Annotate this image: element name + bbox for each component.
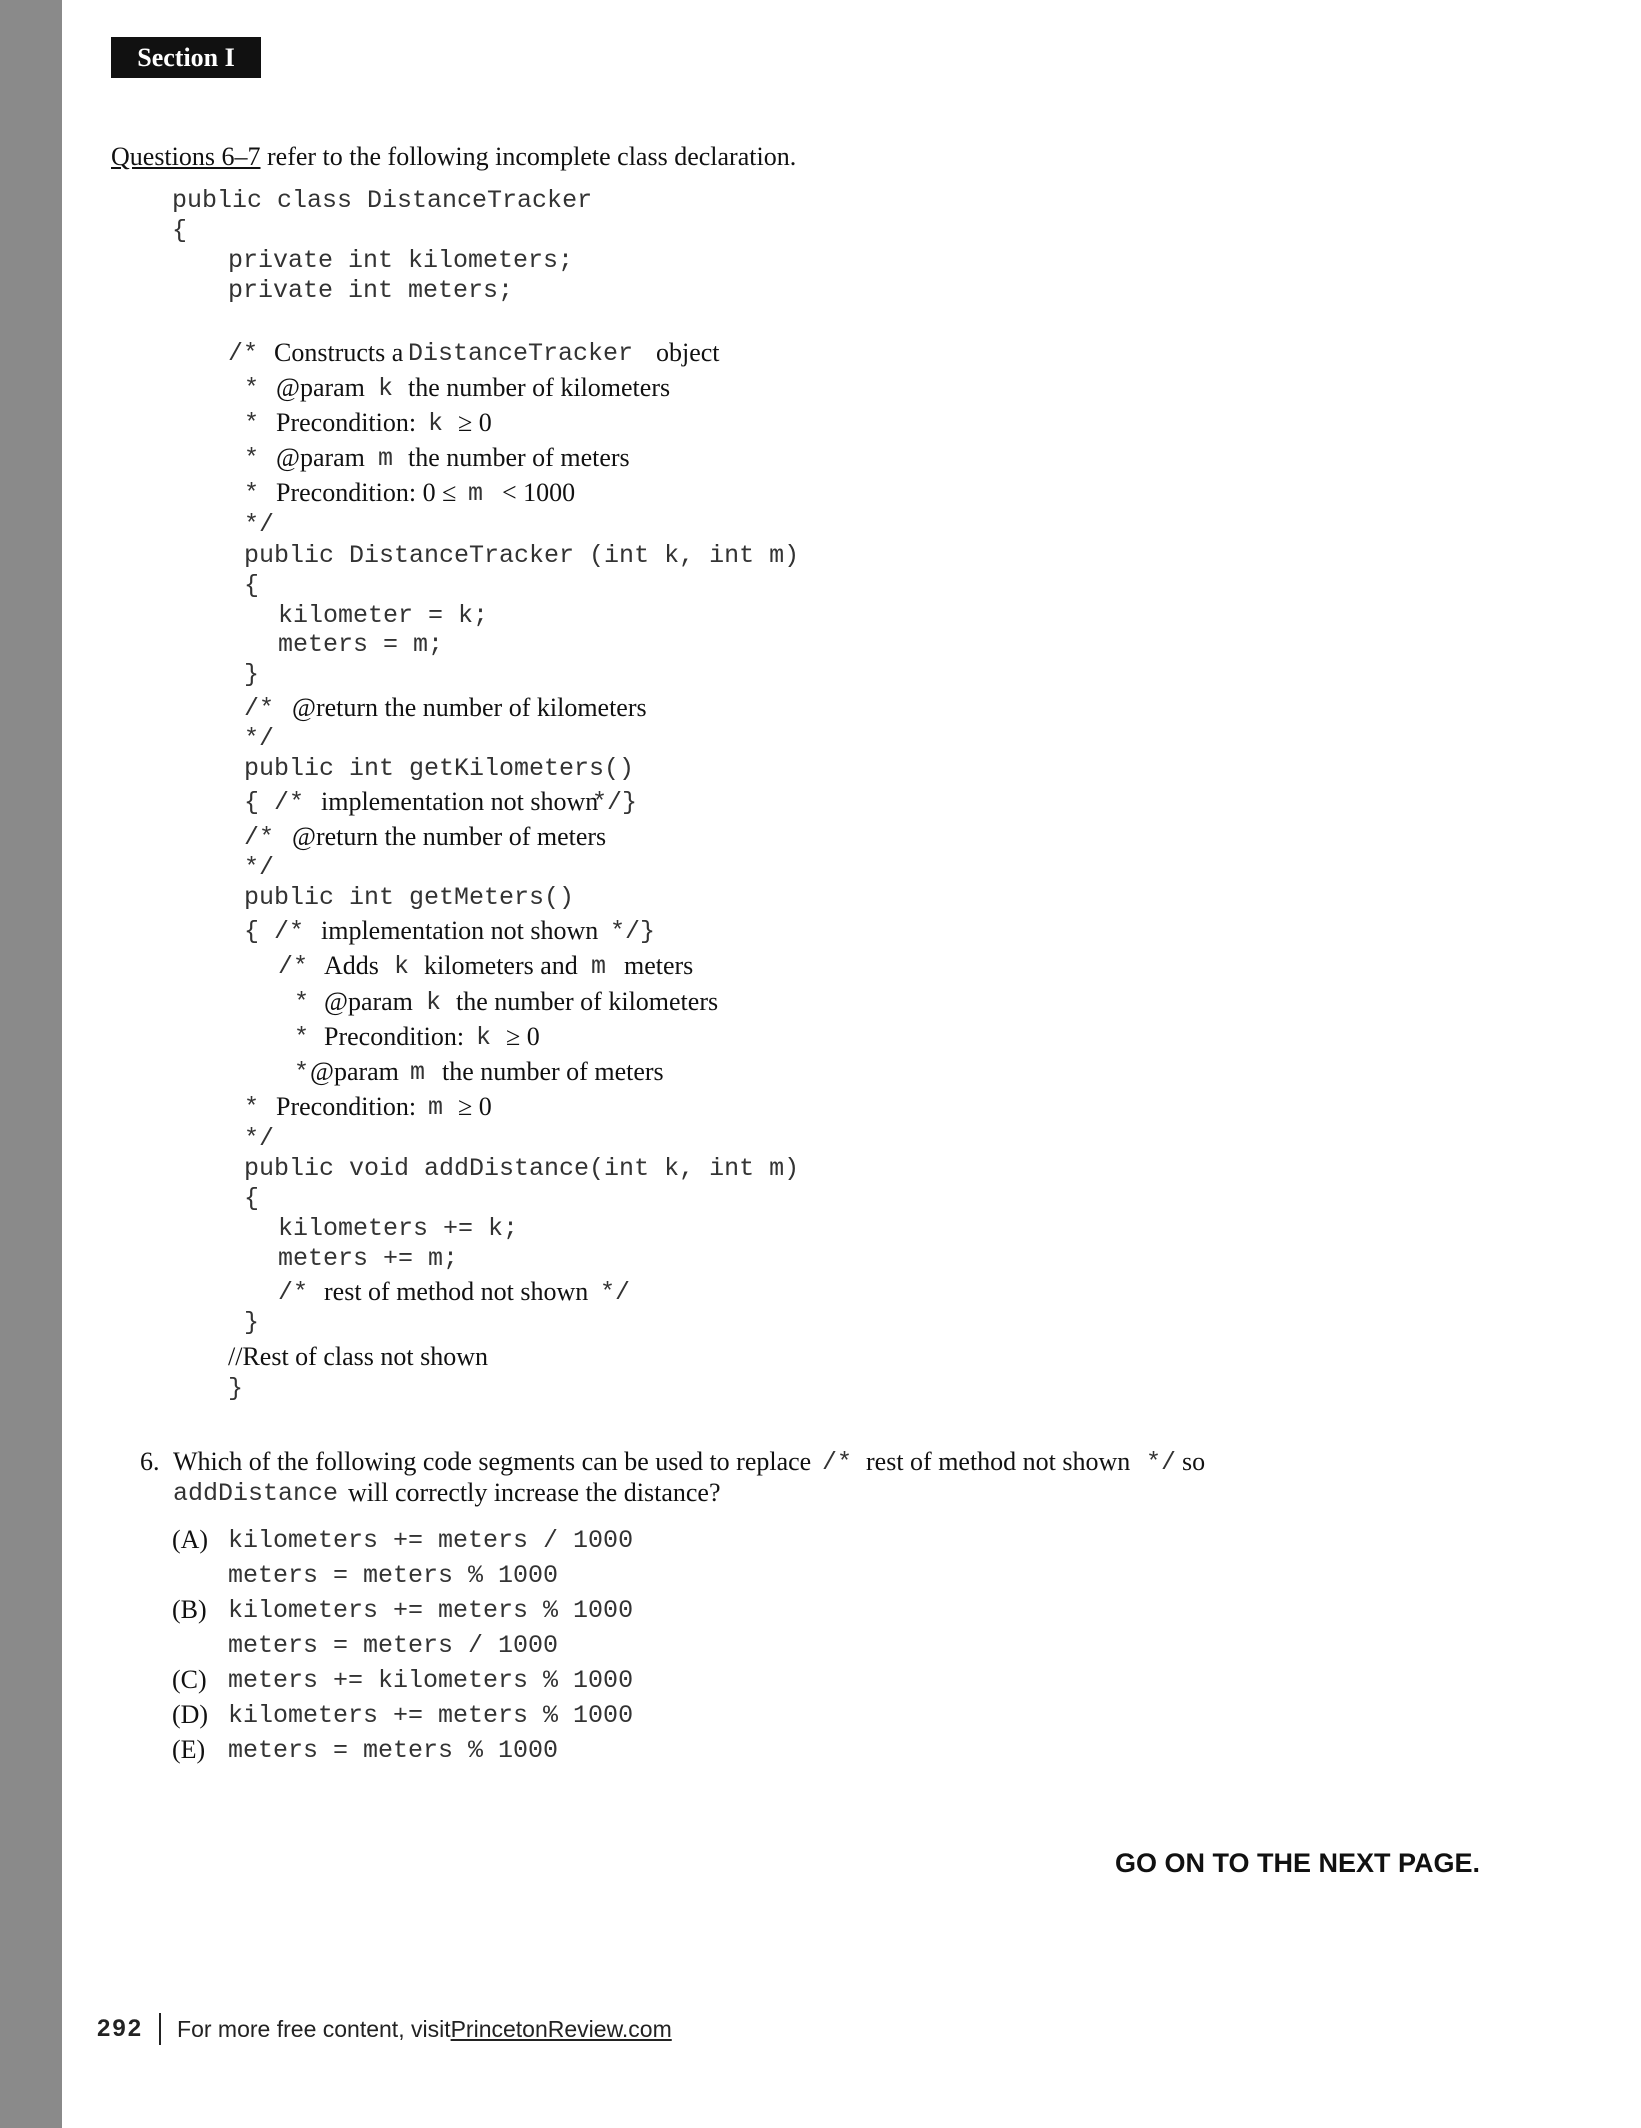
comment-code: DistanceTracker xyxy=(408,339,634,368)
comment-text: implementation not shown xyxy=(321,916,599,945)
comment-text: object xyxy=(656,338,720,367)
code-line: meters = m; xyxy=(278,630,444,659)
code-line: { xyxy=(244,571,260,600)
comment-mark: */ xyxy=(244,853,275,882)
option-code: meters = meters / 1000 xyxy=(228,1631,559,1660)
comment-mark: */ xyxy=(244,510,275,539)
comment-text: implementation not shown xyxy=(321,787,599,816)
comment-text: the number of meters xyxy=(442,1057,664,1086)
comment-text: ≥ 0 xyxy=(506,1022,540,1051)
code-line: meters += m; xyxy=(278,1244,459,1273)
footer-text: For more free content, visit xyxy=(177,2015,451,2042)
question-text: will correctly increase the distance? xyxy=(348,1478,721,1507)
comment-text: @return the number of kilometers xyxy=(292,693,647,722)
comment-code: k xyxy=(394,952,410,981)
code-line: public int getMeters() xyxy=(244,883,575,912)
comment-text: the number of meters xyxy=(408,443,630,472)
comment-text: Precondition: xyxy=(276,408,417,437)
comment-mark: * xyxy=(294,1023,310,1052)
option-label[interactable]: (C) xyxy=(172,1665,207,1694)
code-line: { xyxy=(172,216,188,245)
option-code: kilometers += meters % 1000 xyxy=(228,1596,634,1625)
option-label[interactable]: (A) xyxy=(172,1525,209,1554)
code-line: { xyxy=(244,1184,260,1213)
option-code: meters += kilometers % 1000 xyxy=(228,1666,634,1695)
code-line: } xyxy=(244,660,260,689)
intro-line xyxy=(111,144,796,170)
comment-text: @return the number of meters xyxy=(292,822,607,851)
code-line: } xyxy=(228,1374,244,1403)
option-label[interactable]: (B) xyxy=(172,1595,207,1624)
comment-code: m xyxy=(378,444,394,473)
comment-text: the number of kilometers xyxy=(408,373,671,402)
code-line: private int meters; xyxy=(228,276,514,305)
comment-mark: * xyxy=(244,1093,260,1122)
code-line: { /* xyxy=(244,788,305,817)
comment-text: @param xyxy=(276,443,365,472)
comment-text: < 1000 xyxy=(502,478,576,507)
comment-mark: * xyxy=(244,374,260,403)
comment-mark: */ xyxy=(244,724,275,753)
comment-mark: */ xyxy=(600,1278,631,1307)
code-line: public void addDistance(int k, int m) xyxy=(244,1154,800,1183)
questions-link[interactable]: Questions 6–7 xyxy=(111,142,261,171)
option-code: meters = meters % 1000 xyxy=(228,1736,559,1765)
comment-code: k xyxy=(426,988,442,1017)
code-line: } xyxy=(244,1308,260,1337)
comment-text: Precondition: xyxy=(276,1092,417,1121)
option-label[interactable]: (D) xyxy=(172,1700,209,1729)
footer-divider xyxy=(159,2013,161,2045)
code-line: private int kilometers; xyxy=(228,246,574,275)
go-on-next-page: GO ON TO THE NEXT PAGE. xyxy=(1114,1848,1480,1878)
comment-mark: /* xyxy=(278,952,309,981)
question-number: 6. xyxy=(140,1447,160,1476)
question-code: */ xyxy=(1146,1448,1177,1477)
option-label[interactable]: (E) xyxy=(172,1735,206,1764)
code-line: public class DistanceTracker xyxy=(172,186,593,215)
comment-mark: /* xyxy=(278,1278,309,1307)
question-text: rest of method not shown xyxy=(866,1447,1131,1476)
comment-mark: /* xyxy=(244,694,275,723)
comment-text: kilometers and xyxy=(424,951,578,980)
comment-code: m xyxy=(468,479,484,508)
comment-text: @param xyxy=(310,1057,399,1086)
comment-mark: * xyxy=(294,1058,310,1087)
code-line: */} xyxy=(610,917,656,946)
option-code: meters = meters % 1000 xyxy=(228,1561,559,1590)
question-text: so xyxy=(1182,1447,1206,1476)
option-code: kilometers += meters % 1000 xyxy=(228,1701,634,1730)
code-line: public DistanceTracker (int k, int m) xyxy=(244,541,800,570)
comment-mark: /* xyxy=(228,339,259,368)
comment-mark: /* xyxy=(244,823,275,852)
comment-code: m xyxy=(410,1058,426,1087)
comment-code: k xyxy=(476,1023,492,1052)
comment-text: the number of kilometers xyxy=(456,987,719,1016)
comment-text: @param xyxy=(276,373,365,402)
comment-text: Adds xyxy=(324,951,379,980)
question-code: addDistance xyxy=(173,1479,339,1508)
page-edge-bar xyxy=(0,0,62,2128)
code-line: { /* xyxy=(244,917,305,946)
comment-mark: * xyxy=(244,444,260,473)
comment-code: k xyxy=(428,409,444,438)
code-line: kilometers += k; xyxy=(278,1214,519,1243)
page-number: 292 xyxy=(97,2015,144,2042)
comment-mark: * xyxy=(294,988,310,1017)
option-code: kilometers += meters / 1000 xyxy=(228,1526,634,1555)
comment-text: ≥ 0 xyxy=(458,1092,492,1121)
code-line: */} xyxy=(592,788,638,817)
comment-text: rest of method not shown xyxy=(324,1277,589,1306)
comment-mark: */ xyxy=(244,1124,275,1153)
footer-link[interactable]: PrincetonReview.com xyxy=(450,2015,672,2042)
code-line: public int getKilometers() xyxy=(244,754,635,783)
comment-text: Precondition: xyxy=(324,1022,465,1051)
question-text: Which of the following code segments can be used to replace xyxy=(173,1447,812,1476)
comment-mark: * xyxy=(244,409,260,438)
comment-mark: * xyxy=(244,479,260,508)
comment-text: @param xyxy=(324,987,413,1016)
question-code: /* xyxy=(822,1448,853,1477)
comment-code: m xyxy=(428,1093,444,1122)
comment-code: m xyxy=(591,952,607,981)
intro-text: refer to the following incomplete class declaration. xyxy=(260,142,797,171)
comment-code: k xyxy=(378,374,394,403)
comment-text: //Rest of class not shown xyxy=(228,1342,488,1371)
section-tab: Section I xyxy=(111,37,261,78)
comment-text: ≥ 0 xyxy=(458,408,492,437)
comment-text: Constructs a xyxy=(274,338,404,367)
comment-text: Precondition: 0 ≤ xyxy=(276,478,457,507)
comment-text: meters xyxy=(624,951,694,980)
footer xyxy=(97,2012,672,2046)
code-line: kilometer = k; xyxy=(278,601,489,630)
